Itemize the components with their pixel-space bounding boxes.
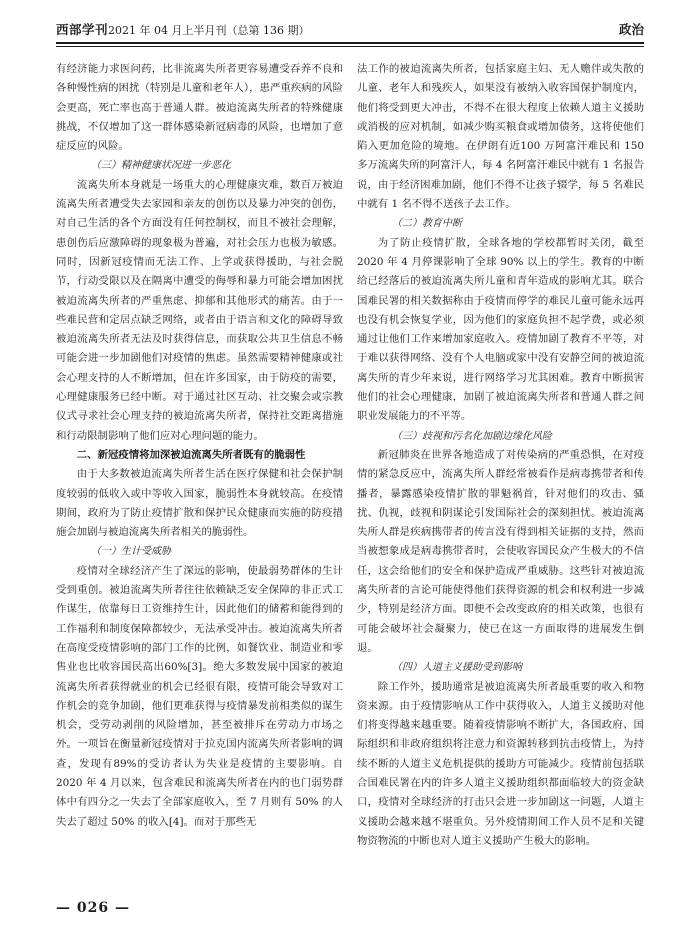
subsection-heading: （二）教育中断 xyxy=(392,218,462,230)
header-rule-thin xyxy=(56,46,644,47)
header-rule-thick xyxy=(56,42,644,44)
subsection-heading: （一）生计受威胁 xyxy=(91,546,171,558)
paragraph: 由于大多数被迫流离失所者生活在医疗保健和社会保护制度较弱的低收入或中等收入国家，脆弱性本身就较高。在疫情期间，政府为了防止疫情扩散和保护民众健康而实施的防疫措施会加剧与被迫流离失所者相关的脆弱性。 xyxy=(56,468,343,539)
journal-name: 西部学刊 xyxy=(56,22,109,37)
paragraph: 为了防止疫情扩散，全球各地的学校都暂时关闭，截至 2020 年 4 月停课影响了全球 90% 以上的学生。教育的中断给已经落后的被迫流离失所儿童和青年造成的影响尤其。联合国难民署的相关数据称由于疫情而停学的难民儿童可能永远再也没有机会恢复学业，因为他们的家庭负担不起学费，或必须通过让他们工作来增加家庭收入。疫情加剧了教育不平等，对于难以获得网络、没有个人电脑或家中没有安静空间的被迫流离失所的青少年来说，进行网络学习尤其困难。教育中断损害他们的社会心理健康，加剧了被迫流离失所者和普通人群之间职业发展能力的不平等。 xyxy=(357,236,644,423)
paragraph: 新冠肺炎在世界各地造成了对传染病的严重恐惧，在对疫情的紧急反应中，流离失所人群经常被看作是病毒携带者和传播者，暴露感染疫情扩散的罪魁祸首，针对他们的攻击、骚扰、仇视，歧视和阴谋论引发国际社会的深刻担忧。被迫流离失所人群是疾病携带者的传言没有得到相关证据的支持，然而当被想象成是病毒携带者时，会使收容国民众产生极大的不信任，这会给他们的安全和保护造成严重威胁。这些针对被迫流离失所者的言论可能使得他们获得资源的机会和权利进一步减少，特别是经济方面。即便不会改变政府的相关政策，也很有可能会破坏社会凝聚力，使已在这一方面取得的进展发生倒退。 xyxy=(357,448,644,654)
paragraph: 疫情对全球经济产生了深远的影响，使最弱势群体的生计受到重创。被迫流离失所者往往依赖缺乏安全保障的非正式工作谋生，依靠每日工资维持生计，因此他们的储蓄和能得到的工作福利和制度保障都较少，无法承受冲击。被迫流离失所者在高度受疫情影响的部门工作的比例，如餐饮业、制造业和零售业也比收容国民高出60%[3]。绝大多数发展中国家的被迫流离失所者获得就业的机会已经很有限，疫情可能会导致对工作机会的竞争加剧，他们更难获得与疫情暴发前相类似的谋生机会，受劳动剥削的风险增加，甚至被排斥在劳动力市场之外。一项旨在衡量新冠疫情对于拉克国内流离失所者影响的调查，发现有89%的受访者认为失业是疫情的主要影响。自 2020 年 4 月以来，包含难民和流离失所者在内的也门弱势群体中有四分之一失去了全部家庭收入，至 7 月则有 50% 的人失去了超过 50% 的收入[4]。而对于那些无 xyxy=(56,564,343,828)
paragraph: 流离失所本身就是一场重大的心理健康灾难，数百万被迫流离失所者遭受失去家园和亲友的创伤以及暴力冲突的创伤，对自己生活的各个方面没有任何控制权，而且不被社会理解，患创伤后应激障碍的现象极为普遍，对社会压力也极为敏感。同时，因新冠疫情而无法工作、上学或获得援助，与社会脱节，行动受限以及在隔离中遭受的侮辱和暴力可能会增加困扰被迫流离失所者的严重焦虑、抑郁和其他形式的痛苦。由于一些难民营和定居点缺乏网络，或者由于语言和文化的障碍导致被迫流离失所者无法及时获得信息，而获取公共卫生信息不畅可能会进一步加剧他们对疫情的焦虑。虽然需要精神健康或社会心理支持的人不断增加，但在许多国家，由于防疫的需要，心理健康服务已经中断。对于通过社区互动、社交聚会或宗教仪式寻求社会心理支持的被迫流离失所者，保持社交距离措施和行动限制影响了他们应对心理问题的能力。 xyxy=(56,178,343,442)
paragraph: 法工作的被迫流离失所者，包括家庭主妇、无人赡伴或失散的儿童、老年人和残疾人，如果没有被纳入收容国保护制度内，他们将受到更大冲击，不得不在很大程度上依赖人道主义援助或消极的应对机制，如减少购买粮食或增加债务，这将使他们陷入更加危险的境地。在伊朗有近100 万阿富汗难民和 150 多万流离失所的阿富汗人，每 4 名阿富汗难民中就有 1 名报告说，由于经济困难加剧，他们不得不让孩子辍学，每 5 名难民中就有 1 名不得不送孩子去工作。 xyxy=(357,63,644,211)
section-heading: 二、新冠疫情将加深被迫流离失所者既有的脆弱性 xyxy=(76,448,306,461)
issue-info: 2021 年 04 月上半月刊（总第 136 期） xyxy=(108,24,310,37)
journal-title xyxy=(56,20,310,38)
subsection-heading: （四）人道主义援助受到影响 xyxy=(392,662,522,674)
subsection-heading: （三）歧视和污名化加剧边缘化风险 xyxy=(392,430,552,442)
subsection-heading: （三）精神健康状况进一步恶化 xyxy=(91,160,231,172)
paragraph: 有经济能力求医问药，比非流离失所者更容易遭受吞养不良和各种慢性病的困扰（特别是儿童和老年人），患严重疾病的风险会更高，死亡率也高于普通人群。被迫流离失所者的特殊健康挑战，不仅增加了这一群体感染新冠病毒的风险，也增加了意症反应的风险。 xyxy=(56,63,343,153)
page-number: — 026 — xyxy=(56,900,130,916)
right-column xyxy=(357,60,644,851)
section-label: 政治 xyxy=(618,22,644,37)
left-column xyxy=(56,60,343,832)
paragraph: 除工作外，援助通常是被迫流离失所者最重要的收入和物资来源。由于疫情影响从工作中获得收入，人道主义援助对他们将变得越来越重要。随着疫情影响不断扩大，各国政府、国际组织和非政府组织将注意力和资源转移到抗击疫情上，为持续不断的人道主义危机提供的援助方可能减少。疫情前包括联合国难民署在内的许多人道主义援助组织都面临较大的资金缺口，疫情对全球经济的打击只会进一步加剧这一问题，人道主义援助会越来越不堪重负。另外疫情期间工作人员不足和关键物资物流的中断也对人道主义援助产生极大的影响。 xyxy=(357,680,644,847)
page-header xyxy=(56,18,644,40)
